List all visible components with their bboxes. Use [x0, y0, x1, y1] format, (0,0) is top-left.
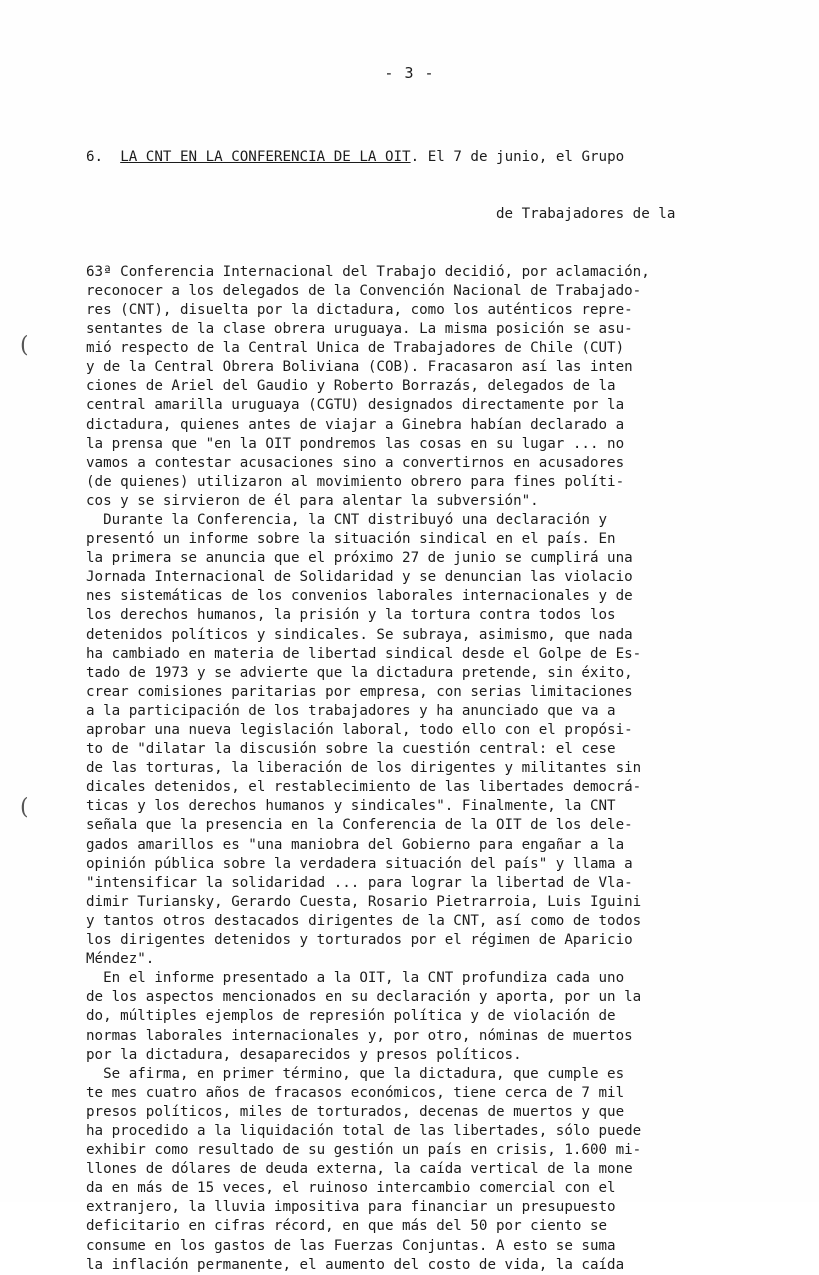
text-line: los derechos humanos, la prisión y la tortura contra todos los	[86, 607, 616, 624]
text-line: la primera se anuncia que el próximo 27 de junio se cumplirá una	[86, 550, 633, 567]
text-line: da en más de 15 veces, el ruinoso intercambio comercial con el	[86, 1180, 616, 1197]
text-line: deficitario en cifras récord, en que más del 50 por ciento se	[86, 1218, 608, 1235]
margin-mark: (	[20, 333, 29, 358]
text-line: la prensa que "en la OIT pondremos las cosas en su lugar ... no	[86, 435, 625, 452]
text-line: gados amarillos es "una maniobra del Gobierno para engañar a la	[86, 836, 625, 853]
text-line: señala que la presencia en la Conferencia de la OIT de los dele-	[86, 817, 633, 834]
text-line: nes sistemáticas de los convenios laborales internacionales y de	[86, 588, 633, 605]
text-line: exhibir como resultado de su gestión un país en crisis, 1.600 mi-	[86, 1142, 642, 1159]
text-line: do, múltiples ejemplos de represión política y de violación de	[86, 1008, 616, 1025]
text-line: cos y se sirvieron de él para alentar la subversión".	[86, 492, 539, 509]
text-line: los dirigentes detenidos y torturados por el régimen de Aparicio	[86, 932, 633, 949]
text-line: "intensificar la solidaridad ... para lograr la libertad de Vla-	[86, 874, 633, 891]
text-line: presos políticos, miles de torturados, decenas de muertos y que	[86, 1103, 625, 1120]
text-line: extranjero, la lluvia impositiva para financiar un presupuesto	[86, 1199, 616, 1216]
text-line: la inflación permanente, el aumento del costo de vida, la caída	[86, 1256, 625, 1273]
text-line: reconocer a los delegados de la Convención Nacional de Trabajado-	[86, 282, 642, 299]
text-line: central amarilla uruguaya (CGTU) designados directamente por la	[86, 397, 625, 414]
text-line: a la participación de los trabajadores y ha anunciado que va a	[86, 702, 616, 719]
text-line: de las torturas, la liberación de los dirigentes y militantes sin	[86, 760, 642, 777]
page-number: - 3 -	[384, 64, 435, 82]
text-line: por la dictadura, desaparecidos y presos políticos.	[86, 1046, 522, 1063]
text-line: Se afirma, en primer término, que la dictadura, que cumple es	[86, 1065, 625, 1082]
text-line: dicales detenidos, el restablecimiento de las libertades democrá-	[86, 779, 642, 796]
text-line: Méndez".	[86, 951, 155, 968]
text-line: dimir Turiansky, Gerardo Cuesta, Rosario Pietrarroia, Luis Iguini	[86, 893, 642, 910]
section-heading-line	[86, 148, 786, 167]
text-line: 63ª Conferencia Internacional del Trabajo decidió, por aclamación,	[86, 263, 650, 280]
text-line: mió respecto de la Central Unica de Trabajadores de Chile (CUT)	[86, 340, 625, 357]
text-line: res (CNT), disuelta por la dictadura, como los auténticos repre-	[86, 301, 633, 318]
text-line: vamos a contestar acusaciones sino a convertirnos en acusadores	[86, 454, 625, 471]
text-line: y de la Central Obrera Boliviana (COB). Fracasaron así las inten	[86, 359, 633, 376]
section-title: LA CNT EN LA CONFERENCIA DE LA OIT	[120, 149, 411, 166]
text-line: (de quienes) utilizaron al movimiento obrero para fines políti-	[86, 473, 625, 490]
text-line: llones de dólares de deuda externa, la caída vertical de la mone	[86, 1161, 633, 1178]
text-line: y tantos otros destacados dirigentes de la CNT, así como de todos	[86, 912, 642, 929]
text-line: consume en los gastos de las Fuerzas Conjuntas. A esto se suma	[86, 1237, 616, 1254]
text-line: ticas y los derechos humanos y sindicales". Finalmente, la CNT	[86, 798, 616, 815]
text-line: sentantes de la clase obrera uruguaya. La misma posición se asu-	[86, 321, 633, 338]
text-line: tado de 1973 y se advierte que la dictadura pretende, sin éxito,	[86, 664, 633, 681]
text-line: detenidos políticos y sindicales. Se subraya, asimismo, que nada	[86, 626, 633, 643]
text-line: Durante la Conferencia, la CNT distribuyó una declaración y	[86, 511, 608, 528]
body-text	[86, 110, 786, 1275]
text-line: ha procedido a la liquidación total de las libertades, sólo puede	[86, 1122, 642, 1139]
text-line: dictadura, quienes antes de viajar a Ginebra habían declarado a	[86, 416, 625, 433]
text-line: En el informe presentado a la OIT, la CNT profundiza cada uno	[86, 970, 625, 987]
margin-mark: (	[20, 795, 29, 820]
text-line: Jornada Internacional de Solidaridad y se denuncian las violacio	[86, 569, 633, 586]
text-line: opinión pública sobre la verdadera situación del país" y llama a	[86, 855, 633, 872]
text-line: ciones de Ariel del Gaudio y Roberto Borrazás, delegados de la	[86, 378, 616, 395]
section-heading-rest: . El 7 de junio, el Grupo	[410, 149, 625, 166]
text-line: crear comisiones paritarias por empresa, con serias limitaciones	[86, 683, 633, 700]
text-line: ha cambiado en materia de libertad sindical desde el Golpe de Es-	[86, 645, 642, 662]
text-line: normas laborales internacionales y, por otro, nóminas de muertos	[86, 1027, 633, 1044]
section-number: 6.	[86, 149, 104, 166]
text-line: aprobar una nueva legislación laboral, todo ello con el propósi-	[86, 722, 633, 738]
text-line: presentó un informe sobre la situación sindical en el país. En	[86, 531, 616, 548]
section-heading-continuation: de Trabajadores de la	[496, 206, 676, 223]
text-line: de los aspectos mencionados en su declaración y aporta, por un la	[86, 989, 642, 1006]
text-line: to de "dilatar la discusión sobre la cuestión central: el cese	[86, 741, 616, 758]
text-line: te mes cuatro años de fracasos económicos, tiene cerca de 7 mil	[86, 1084, 625, 1101]
